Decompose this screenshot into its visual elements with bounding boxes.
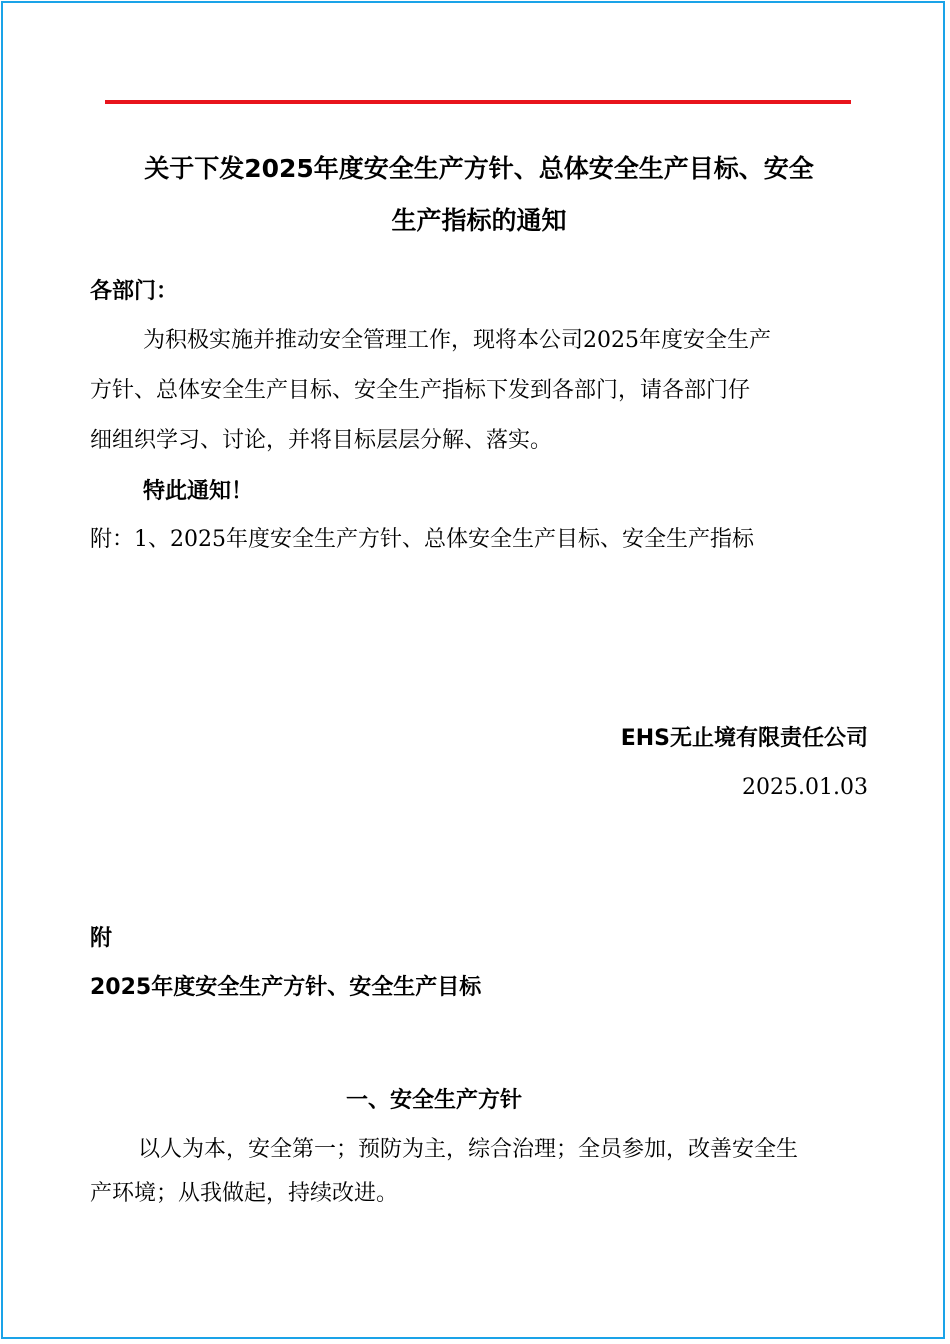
document-title [90, 143, 868, 247]
body-line-2: 方针、总体安全生产目标、安全生产指标下发到各部门，请各部门仔 [90, 378, 751, 403]
policy-line-1: 以人为本，安全第一；预防为主，综合治理；全员参加，改善安全生 [138, 1137, 799, 1162]
salutation: 各部门： [90, 279, 179, 304]
closing-text: 特此通知！ [143, 479, 254, 504]
title-line-1: 关于下发2025年度安全生产方针、总体安全生产目标、安全 [144, 154, 814, 183]
company-name: EHS无止境有限责任公司 [620, 726, 868, 751]
policy-paragraph [90, 1128, 872, 1216]
appendix-label: 附 [90, 926, 113, 951]
policy-line-2: 产环境；从我做起，持续改进。 [90, 1181, 399, 1206]
body-line-1: 为积极实施并推动安全管理工作，现将本公司2025年度安全生产 [143, 328, 771, 353]
red-header-rule [105, 100, 851, 104]
title-line-2: 生产指标的通知 [391, 206, 567, 235]
issue-date: 2025.01.03 [742, 775, 868, 800]
body-line-3: 细组织学习、讨论，并将目标层层分解、落实。 [90, 428, 553, 453]
section-heading: 一、安全生产方针 [345, 1088, 522, 1113]
appendix-title: 2025年度安全生产方针、安全生产目标 [90, 975, 482, 1000]
attachment-line: 附：1、2025年度安全生产方针、总体安全生产目标、安全生产指标 [90, 527, 754, 552]
